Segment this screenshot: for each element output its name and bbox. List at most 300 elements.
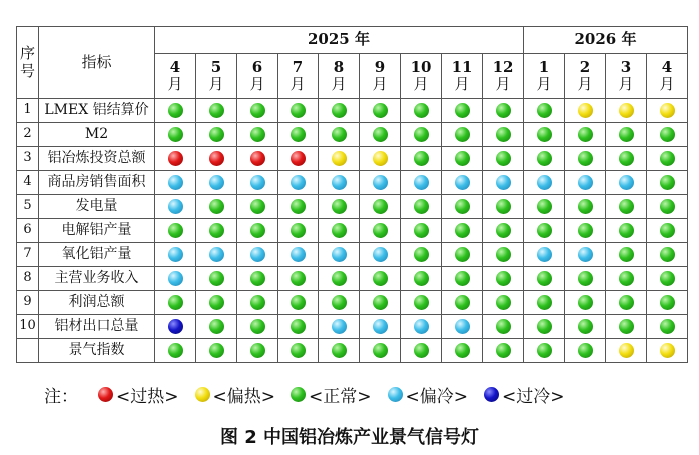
signal-cell <box>237 195 278 219</box>
signal-cell <box>196 171 237 195</box>
signal-cell <box>442 267 483 291</box>
signal-light-cyan <box>332 175 347 190</box>
month-number: 4 <box>169 57 181 76</box>
signal-light-green <box>291 103 306 118</box>
signal-cell <box>401 291 442 315</box>
signal-light-yellow <box>578 103 593 118</box>
signal-cell <box>606 267 647 291</box>
signal-cell <box>606 195 647 219</box>
month-number: 2 <box>579 57 591 76</box>
signal-cell <box>524 147 565 171</box>
signal-light-green <box>496 151 511 166</box>
signal-light-green <box>537 199 552 214</box>
signal-light-green <box>496 295 511 310</box>
signal-light-green <box>660 175 675 190</box>
month-number: 5 <box>210 57 222 76</box>
signal-cell <box>647 123 688 147</box>
signal-cell <box>237 315 278 339</box>
signal-cell <box>278 315 319 339</box>
signal-light-green <box>537 343 552 358</box>
signal-light-cyan <box>209 175 224 190</box>
signal-light-green <box>168 295 183 310</box>
month-header <box>647 54 688 99</box>
signal-cell <box>442 123 483 147</box>
signal-cell <box>401 315 442 339</box>
signal-cell <box>196 243 237 267</box>
signal-light-green <box>496 103 511 118</box>
signal-cell <box>155 195 196 219</box>
signal-cell <box>565 291 606 315</box>
signal-light-cyan <box>414 175 429 190</box>
month-header <box>565 54 606 99</box>
signal-cell <box>483 99 524 123</box>
signal-light-green <box>373 343 388 358</box>
row-index <box>17 339 39 363</box>
signal-cell <box>606 123 647 147</box>
month-header <box>606 54 647 99</box>
signal-light-green <box>578 151 593 166</box>
signal-light-green <box>250 223 265 238</box>
signal-light-green <box>537 223 552 238</box>
signal-light-green <box>414 103 429 118</box>
row-index: 1 <box>17 99 39 123</box>
signal-light-green <box>496 271 511 286</box>
month-number: 4 <box>661 57 673 76</box>
signal-light-yellow <box>660 103 675 118</box>
legend-light-cyan <box>388 387 403 402</box>
signal-light-green <box>209 271 224 286</box>
signal-light-cyan <box>332 247 347 262</box>
signal-light-green <box>373 199 388 214</box>
signal-light-green <box>455 223 470 238</box>
signal-cell <box>237 291 278 315</box>
seq-header: 序号 <box>17 27 39 99</box>
signal-light-cyan <box>455 319 470 334</box>
signal-cell <box>401 243 442 267</box>
signal-cell <box>237 147 278 171</box>
signal-cell <box>237 219 278 243</box>
month-unit: 月 <box>413 75 429 93</box>
legend-light-blue <box>484 387 499 402</box>
month-unit: 月 <box>454 75 470 93</box>
signal-light-green <box>373 127 388 142</box>
month-unit: 月 <box>290 75 306 93</box>
month-unit: 月 <box>495 75 511 93</box>
signal-light-green <box>291 127 306 142</box>
signal-light-cyan <box>373 175 388 190</box>
signal-cell <box>319 339 360 363</box>
signal-cell <box>524 171 565 195</box>
signal-cell <box>319 243 360 267</box>
month-header <box>319 54 360 99</box>
signal-cell <box>565 147 606 171</box>
row-index: 8 <box>17 267 39 291</box>
table-row <box>17 339 688 363</box>
signal-light-green <box>619 151 634 166</box>
month-number: 1 <box>538 57 550 76</box>
signal-light-green <box>332 103 347 118</box>
month-unit: 月 <box>167 75 183 93</box>
signal-cell <box>319 99 360 123</box>
month-header <box>278 54 319 99</box>
signal-cell <box>401 123 442 147</box>
signal-cell <box>196 315 237 339</box>
indicator-header: 指标 <box>39 27 155 99</box>
row-index: 7 <box>17 243 39 267</box>
legend-lead: 注： <box>44 386 78 407</box>
month-unit: 月 <box>208 75 224 93</box>
signal-cell <box>155 99 196 123</box>
signal-cell <box>565 243 606 267</box>
month-unit: 月 <box>577 75 593 93</box>
signal-cell <box>155 291 196 315</box>
signal-cell <box>483 315 524 339</box>
month-unit: 月 <box>249 75 265 93</box>
signal-cell <box>360 195 401 219</box>
signal-light-green <box>250 295 265 310</box>
signal-cell <box>360 243 401 267</box>
signal-cell <box>196 219 237 243</box>
signal-cell <box>606 171 647 195</box>
signal-cell <box>401 339 442 363</box>
signal-light-green <box>209 127 224 142</box>
legend <box>44 383 581 405</box>
signal-cell <box>483 291 524 315</box>
signal-light-cyan <box>537 247 552 262</box>
signal-light-yellow <box>332 151 347 166</box>
signal-cell <box>155 171 196 195</box>
legend-light-yellow <box>195 387 210 402</box>
signal-light-red <box>209 151 224 166</box>
signal-cell <box>196 195 237 219</box>
year-header: 2025 年 <box>155 27 524 54</box>
signal-light-green <box>660 319 675 334</box>
month-number: 6 <box>251 57 263 76</box>
signal-cell <box>442 291 483 315</box>
signal-cell <box>401 267 442 291</box>
signal-light-green <box>291 199 306 214</box>
signal-cell <box>606 147 647 171</box>
signal-light-yellow <box>619 103 634 118</box>
signal-cell <box>319 267 360 291</box>
signal-light-green <box>496 199 511 214</box>
signal-cell <box>442 147 483 171</box>
signal-cell <box>319 171 360 195</box>
signal-cell <box>606 291 647 315</box>
legend-label: <过热> <box>116 386 179 407</box>
signal-cell <box>647 99 688 123</box>
signal-light-cyan <box>537 175 552 190</box>
signal-light-green <box>537 103 552 118</box>
signal-cell <box>360 339 401 363</box>
signal-light-green <box>537 271 552 286</box>
signal-cell <box>278 123 319 147</box>
signal-light-green <box>619 247 634 262</box>
month-header <box>237 54 278 99</box>
signal-cell <box>606 243 647 267</box>
table-row <box>17 195 688 219</box>
signal-cell <box>196 291 237 315</box>
signal-light-green <box>373 103 388 118</box>
legend-light-red <box>98 387 113 402</box>
signal-cell <box>442 171 483 195</box>
signal-cell <box>155 147 196 171</box>
figure-caption: 图 2 中国铝冶炼产业景气信号灯 <box>219 427 480 448</box>
signal-cell <box>647 291 688 315</box>
month-number: 8 <box>333 57 345 76</box>
signal-light-green <box>414 223 429 238</box>
signal-cell <box>483 147 524 171</box>
signal-cell <box>237 243 278 267</box>
signal-cell <box>483 219 524 243</box>
signal-cell <box>647 315 688 339</box>
signal-cell <box>155 315 196 339</box>
month-unit: 月 <box>659 75 675 93</box>
signal-cell <box>524 195 565 219</box>
month-header <box>155 54 196 99</box>
signal-cell <box>319 147 360 171</box>
table-row <box>17 171 688 195</box>
signal-light-green <box>537 151 552 166</box>
signal-light-red <box>168 151 183 166</box>
indicator-name: 氧化铝产量 <box>39 243 155 267</box>
signal-light-green <box>250 271 265 286</box>
signal-cell <box>278 267 319 291</box>
signal-light-green <box>660 247 675 262</box>
signal-cell <box>524 123 565 147</box>
signal-light-green <box>455 295 470 310</box>
signal-light-green <box>168 343 183 358</box>
signal-light-cyan <box>619 175 634 190</box>
signal-cell <box>442 315 483 339</box>
legend-label: <偏热> <box>212 386 275 407</box>
signal-light-green <box>209 199 224 214</box>
month-unit: 月 <box>618 75 634 93</box>
signal-cell <box>155 267 196 291</box>
signal-light-green <box>332 271 347 286</box>
signal-light-cyan <box>291 247 306 262</box>
signal-cell <box>524 339 565 363</box>
signal-cell <box>360 99 401 123</box>
signal-cell <box>524 219 565 243</box>
signal-cell <box>237 267 278 291</box>
signal-light-green <box>619 295 634 310</box>
signal-cell <box>360 291 401 315</box>
signal-cell <box>319 315 360 339</box>
table-row <box>17 315 688 339</box>
table-row <box>17 123 688 147</box>
signal-light-green <box>414 151 429 166</box>
row-index: 5 <box>17 195 39 219</box>
signal-cell <box>524 315 565 339</box>
signal-light-green <box>291 271 306 286</box>
signal-light-cyan <box>168 175 183 190</box>
signal-light-cyan <box>373 247 388 262</box>
legend-label: <偏冷> <box>405 386 468 407</box>
signal-cell <box>278 99 319 123</box>
signal-light-green <box>332 343 347 358</box>
signal-cell <box>565 171 606 195</box>
signal-light-yellow <box>373 151 388 166</box>
signal-light-green <box>455 151 470 166</box>
signal-light-green <box>619 127 634 142</box>
signal-light-yellow <box>619 343 634 358</box>
signal-light-green <box>414 343 429 358</box>
signal-cell <box>319 291 360 315</box>
legend-label: <过冷> <box>502 386 565 407</box>
signal-cell <box>196 339 237 363</box>
table-row <box>17 219 688 243</box>
signal-light-green <box>373 295 388 310</box>
legend-item-yellow <box>195 382 276 407</box>
signal-light-cyan <box>496 175 511 190</box>
month-unit: 月 <box>331 75 347 93</box>
indicator-name: LMEX 铝结算价 <box>39 99 155 123</box>
month-header <box>483 54 524 99</box>
signal-cell <box>524 99 565 123</box>
signal-light-cyan <box>250 175 265 190</box>
signal-cell <box>360 171 401 195</box>
signal-cell <box>360 315 401 339</box>
signal-light-green <box>537 319 552 334</box>
month-unit: 月 <box>372 75 388 93</box>
signal-light-green <box>660 127 675 142</box>
signal-light-green <box>578 127 593 142</box>
signal-cell <box>360 147 401 171</box>
signal-light-red <box>291 151 306 166</box>
signal-light-green <box>250 199 265 214</box>
signal-light-green <box>578 343 593 358</box>
signal-light-green <box>578 271 593 286</box>
table-row <box>17 267 688 291</box>
signal-cell <box>565 219 606 243</box>
signal-light-green <box>209 223 224 238</box>
signal-light-cyan <box>455 175 470 190</box>
signal-light-table <box>16 26 688 363</box>
signal-cell <box>524 243 565 267</box>
row-index: 10 <box>17 315 39 339</box>
signal-light-green <box>414 271 429 286</box>
signal-cell <box>442 243 483 267</box>
signal-light-green <box>619 223 634 238</box>
signal-cell <box>647 339 688 363</box>
signal-light-green <box>455 199 470 214</box>
signal-light-green <box>455 103 470 118</box>
signal-cell <box>278 219 319 243</box>
month-number: 3 <box>620 57 632 76</box>
signal-light-green <box>578 199 593 214</box>
signal-light-green <box>660 151 675 166</box>
signal-cell <box>319 219 360 243</box>
signal-cell <box>647 243 688 267</box>
signal-light-green <box>496 223 511 238</box>
table-row <box>17 99 688 123</box>
signal-cell <box>565 339 606 363</box>
signal-light-green <box>250 343 265 358</box>
signal-light-cyan <box>291 175 306 190</box>
signal-light-yellow <box>660 343 675 358</box>
signal-light-green <box>250 103 265 118</box>
indicator-name: 电解铝产量 <box>39 219 155 243</box>
signal-light-green <box>660 295 675 310</box>
signal-light-cyan <box>250 247 265 262</box>
month-number: 10 <box>410 57 432 76</box>
signal-light-green <box>660 223 675 238</box>
signal-cell <box>237 171 278 195</box>
signal-light-green <box>209 319 224 334</box>
signal-light-green <box>291 223 306 238</box>
signal-light-green <box>660 271 675 286</box>
signal-cell <box>196 267 237 291</box>
month-number: 12 <box>492 57 514 76</box>
row-index: 6 <box>17 219 39 243</box>
signal-light-green <box>373 271 388 286</box>
signal-cell <box>565 123 606 147</box>
signal-cell <box>606 339 647 363</box>
signal-cell <box>196 147 237 171</box>
month-header <box>360 54 401 99</box>
signal-light-cyan <box>168 199 183 214</box>
row-index: 4 <box>17 171 39 195</box>
signal-light-red <box>250 151 265 166</box>
signal-cell <box>401 219 442 243</box>
signal-cell <box>647 219 688 243</box>
signal-cell <box>483 267 524 291</box>
signal-light-green <box>209 103 224 118</box>
legend-light-green <box>291 387 306 402</box>
signal-cell <box>442 195 483 219</box>
signal-cell <box>237 99 278 123</box>
signal-cell <box>401 147 442 171</box>
signal-light-green <box>619 199 634 214</box>
signal-light-cyan <box>373 319 388 334</box>
indicator-name: 利润总额 <box>39 291 155 315</box>
signal-light-green <box>496 247 511 262</box>
month-number: 9 <box>374 57 386 76</box>
signal-cell <box>565 195 606 219</box>
signal-light-green <box>414 295 429 310</box>
signal-cell <box>565 99 606 123</box>
table-row <box>17 291 688 315</box>
signal-cell <box>483 339 524 363</box>
signal-cell <box>360 219 401 243</box>
signal-light-green <box>496 343 511 358</box>
signal-light-green <box>168 127 183 142</box>
signal-light-blue <box>168 319 183 334</box>
month-unit: 月 <box>536 75 552 93</box>
indicator-name: 商品房销售面积 <box>39 171 155 195</box>
signal-cell <box>647 147 688 171</box>
legend-item-cyan <box>388 382 469 407</box>
table-row <box>17 147 688 171</box>
row-index: 3 <box>17 147 39 171</box>
signal-light-green <box>660 199 675 214</box>
signal-light-green <box>619 271 634 286</box>
signal-cell <box>565 267 606 291</box>
signal-light-green <box>250 127 265 142</box>
table-row <box>17 243 688 267</box>
signal-cell <box>483 243 524 267</box>
signal-light-cyan <box>414 319 429 334</box>
signal-light-green <box>578 223 593 238</box>
month-header <box>442 54 483 99</box>
signal-cell <box>155 243 196 267</box>
signal-light-cyan <box>168 271 183 286</box>
signal-light-green <box>414 247 429 262</box>
signal-cell <box>442 99 483 123</box>
indicator-name: M2 <box>39 123 155 147</box>
signal-light-green <box>619 319 634 334</box>
